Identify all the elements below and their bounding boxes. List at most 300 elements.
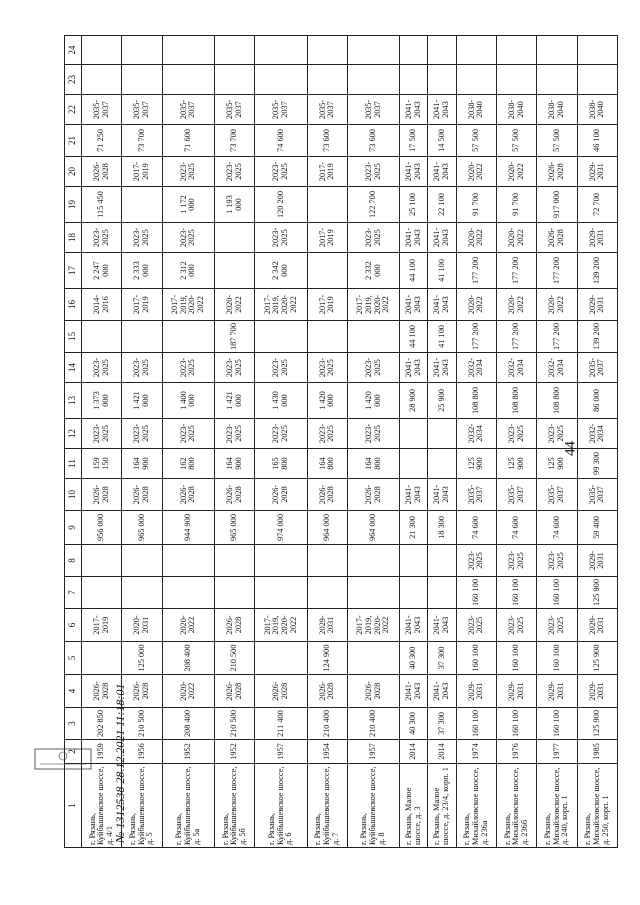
table-row [255, 36, 307, 848]
table-cell: 2023-2025 [307, 419, 347, 449]
table-cell: 974 000 [255, 511, 307, 545]
column-number-12: 12 [65, 419, 82, 449]
table-cell: 917 000 [537, 187, 577, 223]
table-cell: 125 900 [497, 449, 537, 479]
table-cell: 1 430 000 [255, 383, 307, 419]
table-cell [255, 36, 307, 65]
table-cell: 208 400 [162, 708, 214, 740]
table-cell: 2041-2043 [400, 609, 428, 642]
table-cell: 2023-2025 [122, 223, 162, 253]
table-cell: 2026-2028 [82, 675, 122, 708]
table-cell: 2035-2037 [347, 95, 399, 125]
table-cell [214, 223, 254, 253]
table-cell: 2023-2025 [214, 419, 254, 449]
table-cell: 73 600 [347, 125, 399, 157]
table-cell [347, 36, 399, 65]
table-cell: 2023-2025 [255, 419, 307, 449]
table-cell: 2020-2022 [456, 223, 496, 253]
table-cell: 2041-2043 [428, 289, 456, 321]
table-cell: 2041-2043 [428, 157, 456, 187]
address-cell: г. Рязань, Куйбышевское шоссе, д. 7 [307, 764, 347, 848]
table-cell: 160 100 [456, 708, 496, 740]
table-cell: 1974 [456, 740, 496, 764]
table-cell: 2023-2025 [456, 545, 496, 577]
table-cell: 956 000 [82, 511, 122, 545]
table-cell [307, 253, 347, 289]
table-cell: 2020-2022 [497, 157, 537, 187]
registration-seal [34, 748, 92, 770]
table-cell: 2038-2040 [537, 95, 577, 125]
table-cell [214, 65, 254, 95]
table-cell: 2029-2031 [456, 675, 496, 708]
column-number-18: 18 [65, 223, 82, 253]
table-cell: 125 900 [577, 642, 617, 675]
table-cell: 2041-2043 [400, 95, 428, 125]
table-cell: 2041-2043 [428, 223, 456, 253]
table-cell: 177 200 [537, 321, 577, 353]
table-cell: 108 800 [537, 383, 577, 419]
table-cell: 1952 [162, 740, 214, 764]
table-cell [255, 65, 307, 95]
table-cell: 2029-2031 [537, 675, 577, 708]
table-cell: 2014 [428, 740, 456, 764]
table-cell: 2023-2025 [497, 545, 537, 577]
table-cell: 25 100 [400, 187, 428, 223]
table-cell: 210 400 [307, 708, 347, 740]
table-cell: 2017-2019 [307, 289, 347, 321]
table-cell: 211 400 [255, 708, 307, 740]
table-cell: 115 450 [82, 187, 122, 223]
table-cell: 210 400 [347, 708, 399, 740]
table-cell [428, 36, 456, 65]
table-cell: 2026-2028 [214, 675, 254, 708]
table-cell: 2026-2028 [347, 675, 399, 708]
table-row [400, 36, 428, 848]
table-cell: 72 700 [577, 187, 617, 223]
table-cell: 2032-2034 [497, 353, 537, 383]
table-cell: 40 300 [400, 708, 428, 740]
table-cell: 25 900 [428, 383, 456, 419]
table-cell: 2023-2025 [347, 157, 399, 187]
table-cell [307, 321, 347, 353]
table-cell [347, 321, 399, 353]
table-cell [307, 577, 347, 609]
column-number-24: 24 [65, 36, 82, 65]
table-cell: 14 500 [428, 125, 456, 157]
table-cell: 2017-2019, 2020-2022 [162, 289, 214, 321]
table-cell: 74 600 [537, 511, 577, 545]
table-cell: 964 000 [347, 511, 399, 545]
table-cell: 2017-2019 [307, 223, 347, 253]
table-cell: 165 800 [255, 449, 307, 479]
address-cell: г. Рязань, Михайловское шоссе, д. 236а [456, 764, 496, 848]
table-cell: 2029-2031 [577, 609, 617, 642]
table-cell: 162 800 [162, 449, 214, 479]
table-cell: 2023-2025 [307, 353, 347, 383]
table-cell: 187 700 [214, 321, 254, 353]
table-cell: 2035-2037 [307, 95, 347, 125]
address-cell: г. Рязань, Куйбышевское шоссе, д. 4/1 [82, 764, 122, 848]
column-number-21: 21 [65, 125, 82, 157]
table-cell [122, 321, 162, 353]
column-number-7: 7 [65, 577, 82, 609]
column-number-20: 20 [65, 157, 82, 187]
table-cell: 2035-2037 [122, 95, 162, 125]
table-cell: 2035-2037 [255, 95, 307, 125]
table-cell: 2020-2022 [162, 609, 214, 642]
table-cell: 2023-2025 [82, 353, 122, 383]
table-cell: 1956 [122, 740, 162, 764]
table-cell: 2029-2031 [577, 675, 617, 708]
table-cell [122, 187, 162, 223]
table-cell: 2035-2037 [537, 479, 577, 511]
table-cell: 177 200 [537, 253, 577, 289]
table-cell [255, 642, 307, 675]
table-cell: 964 000 [307, 511, 347, 545]
table-cell: 160 100 [537, 642, 577, 675]
column-number-15: 15 [65, 321, 82, 353]
table-cell: 160 100 [497, 577, 537, 609]
table-cell: 18 300 [428, 511, 456, 545]
table-cell: 2023-2025 [214, 353, 254, 383]
address-cell: г. Рязань, Куйбышевское шоссе, д. 5б [214, 764, 254, 848]
table-cell: 2026-2028 [537, 223, 577, 253]
table-cell: 1976 [497, 740, 537, 764]
table-cell [400, 545, 428, 577]
table-cell: 2032-2034 [456, 353, 496, 383]
table-cell: 2020-2022 [497, 289, 537, 321]
table-cell: 2041-2043 [400, 289, 428, 321]
table-cell: 2023-2025 [497, 419, 537, 449]
table-cell [214, 36, 254, 65]
table-cell: 965 000 [214, 511, 254, 545]
table-cell [214, 545, 254, 577]
table-cell: 2041-2043 [400, 353, 428, 383]
table-cell: 2035-2037 [577, 353, 617, 383]
table-cell: 1 172 000 [162, 187, 214, 223]
table-cell: 2017-2019 [122, 157, 162, 187]
table-row [577, 36, 617, 848]
table-cell: 1977 [537, 740, 577, 764]
table-cell: 57 500 [456, 125, 496, 157]
table-cell: 73 600 [307, 125, 347, 157]
table-cell: 2026-2028 [214, 609, 254, 642]
column-number-22: 22 [65, 95, 82, 125]
column-number-2: 2 [65, 740, 82, 764]
table-cell: 159 150 [82, 449, 122, 479]
table-cell: 2023-2025 [537, 609, 577, 642]
table-cell: 1 400 000 [162, 383, 214, 419]
table-cell [82, 545, 122, 577]
table-cell: 125 900 [537, 449, 577, 479]
table-cell [82, 642, 122, 675]
table-cell: 1952 [214, 740, 254, 764]
table-cell: 1 373 000 [82, 383, 122, 419]
table-cell: 59 400 [577, 511, 617, 545]
table-cell: 2023-2025 [255, 353, 307, 383]
table-cell: 210 500 [214, 708, 254, 740]
address-cell: г. Рязань, Михайловское шоссе, д. 250, корп. 1 [577, 764, 617, 848]
table-cell: 122 700 [347, 187, 399, 223]
table-cell: 2017-2019, 2020-2022 [347, 289, 399, 321]
table-cell: 2020-2022 [456, 289, 496, 321]
table-cell: 210 500 [214, 642, 254, 675]
table-cell: 160 100 [456, 577, 496, 609]
column-number-8: 8 [65, 545, 82, 577]
address-cell: г. Рязань, Малое шоссе, д. 23/4, корп. 1 [428, 764, 456, 848]
page-number: 44 [562, 441, 579, 456]
table-cell: 41 100 [428, 253, 456, 289]
column-number-9: 9 [65, 511, 82, 545]
table-cell [347, 642, 399, 675]
table-cell: 2017-2019, 2020-2022 [255, 609, 307, 642]
table-cell: 2032-2034 [537, 353, 577, 383]
table-cell: 208 400 [162, 642, 214, 675]
table-cell: 139 200 [577, 253, 617, 289]
table-cell: 2023-2025 [162, 157, 214, 187]
table-cell [428, 449, 456, 479]
table-cell: 2023-2025 [122, 353, 162, 383]
table-cell [577, 36, 617, 65]
table-cell: 2023-2025 [122, 419, 162, 449]
table-cell: 2023-2025 [347, 419, 399, 449]
table-cell [162, 36, 214, 65]
table-cell: 965 000 [122, 511, 162, 545]
table-cell: 177 200 [456, 253, 496, 289]
table-cell [82, 65, 122, 95]
table-cell: 41 100 [428, 321, 456, 353]
table-cell: 2017-2019 [122, 289, 162, 321]
table-cell: 2026-2028 [307, 479, 347, 511]
table-cell [122, 577, 162, 609]
column-number-10: 10 [65, 479, 82, 511]
table-cell [162, 321, 214, 353]
table-cell: 2035-2037 [82, 95, 122, 125]
table-cell: 160 100 [497, 642, 537, 675]
table-cell: 57 500 [497, 125, 537, 157]
table-cell: 2029-2031 [577, 545, 617, 577]
table-cell: 1954 [307, 740, 347, 764]
table-cell: 2041-2043 [428, 609, 456, 642]
table-cell: 125 900 [456, 449, 496, 479]
table-cell: 37 300 [428, 708, 456, 740]
table-cell: 2023-2025 [162, 419, 214, 449]
address-cell: г. Рязань, Куйбышевское шоссе, д. 5а [162, 764, 214, 848]
table-cell: 2041-2043 [428, 95, 456, 125]
table-cell [162, 577, 214, 609]
table-cell: 2035-2037 [162, 95, 214, 125]
table-cell: 164 900 [122, 449, 162, 479]
table-cell [82, 577, 122, 609]
table-cell [497, 36, 537, 65]
table-cell: 2023-2025 [162, 353, 214, 383]
table-cell: 2017-2019, 2020-2022 [255, 289, 307, 321]
table-cell: 160 100 [456, 642, 496, 675]
table-cell [307, 65, 347, 95]
column-number-17: 17 [65, 253, 82, 289]
table-cell: 2041-2043 [400, 157, 428, 187]
column-number-16: 16 [65, 289, 82, 321]
table-cell: 37 300 [428, 642, 456, 675]
table-cell: 1957 [255, 740, 307, 764]
address-cell: г. Рязань, Малое шоссе, д. 3 [400, 764, 428, 848]
table-cell: 2014-2016 [82, 289, 122, 321]
table-cell: 2020-2022 [456, 157, 496, 187]
table-cell: 2035-2037 [214, 95, 254, 125]
table-cell: 2038-2040 [497, 95, 537, 125]
table-cell: 2038-2040 [456, 95, 496, 125]
table-cell [456, 65, 496, 95]
table-cell: 21 300 [400, 511, 428, 545]
table-cell [400, 577, 428, 609]
table-cell [255, 577, 307, 609]
table-cell: 2026-2028 [122, 675, 162, 708]
table-cell: 2023-2025 [82, 223, 122, 253]
table-cell: 202 850 [82, 708, 122, 740]
table-cell: 2 247 000 [82, 253, 122, 289]
table-cell [162, 65, 214, 95]
table-cell: 2020-2022 [162, 675, 214, 708]
table-cell: 22 100 [428, 187, 456, 223]
column-number-row [65, 36, 82, 848]
table-cell: 124 900 [307, 642, 347, 675]
table-cell: 108 800 [497, 383, 537, 419]
table-cell: 2026-2028 [255, 479, 307, 511]
table-cell: 73 700 [122, 125, 162, 157]
column-number-3: 3 [65, 708, 82, 740]
table-cell: 1957 [347, 740, 399, 764]
table-cell: 1 421 000 [214, 383, 254, 419]
table-cell: 210 500 [122, 708, 162, 740]
table-cell: 125 900 [577, 708, 617, 740]
table-row [162, 36, 214, 848]
table-cell: 71 250 [82, 125, 122, 157]
column-number-1: 1 [65, 764, 82, 848]
address-cell: г. Рязань, Куйбышевское шоссе, д. 6 [255, 764, 307, 848]
table-cell [428, 419, 456, 449]
table-cell: 2035-2037 [577, 479, 617, 511]
column-number-19: 19 [65, 187, 82, 223]
table-cell: 2023-2025 [537, 419, 577, 449]
table-cell: 108 800 [456, 383, 496, 419]
column-number-11: 11 [65, 449, 82, 479]
table-row [307, 36, 347, 848]
table-cell: 139 200 [577, 321, 617, 353]
table-cell: 164 900 [214, 449, 254, 479]
table-cell [497, 65, 537, 95]
table-cell: 28 900 [400, 383, 428, 419]
table-cell: 125 900 [577, 577, 617, 609]
table-cell: 2026-2028 [347, 479, 399, 511]
table-cell: 177 200 [497, 321, 537, 353]
table-cell: 2 332 000 [347, 253, 399, 289]
table-cell: 2 312 000 [162, 253, 214, 289]
table-cell: 74 600 [255, 125, 307, 157]
column-number-23: 23 [65, 65, 82, 95]
table-cell [307, 545, 347, 577]
table-cell [400, 419, 428, 449]
table-cell: 2 342 000 [255, 253, 307, 289]
table-cell: 44 100 [400, 253, 428, 289]
table-cell [537, 65, 577, 95]
table-cell: 91 700 [456, 187, 496, 223]
table-cell: 57 500 [537, 125, 577, 157]
column-number-4: 4 [65, 675, 82, 708]
table-cell: 2041-2043 [400, 675, 428, 708]
table-cell: 2023-2025 [347, 353, 399, 383]
table-cell [307, 36, 347, 65]
table-cell: 2020-2022 [214, 289, 254, 321]
table-cell [428, 65, 456, 95]
address-cell: г. Рязань, Михайловское шоссе, д. 240, корп. 1 [537, 764, 577, 848]
table-cell: 2041-2043 [428, 353, 456, 383]
table-cell: 160 100 [537, 577, 577, 609]
table-cell: 2026-2028 [82, 479, 122, 511]
table-cell: 2041-2043 [400, 479, 428, 511]
address-cell: г. Рязань, Куйбышевское шоссе, д. 5 [122, 764, 162, 848]
table-cell [122, 65, 162, 95]
registration-stamp: № 1312538 28.12.2021 11:18:01 [113, 683, 127, 843]
table-cell: 177 200 [456, 321, 496, 353]
table-cell [122, 36, 162, 65]
table-cell: 86 000 [577, 383, 617, 419]
address-cell: г. Рязань, Михайловское шоссе, д. 236б [497, 764, 537, 848]
table-cell: 1 420 000 [307, 383, 347, 419]
table-cell: 2041-2043 [428, 675, 456, 708]
table-cell [214, 577, 254, 609]
table-cell: 2026-2028 [162, 479, 214, 511]
table-cell [428, 545, 456, 577]
table-cell: 2038-2040 [577, 95, 617, 125]
table-cell: 2023-2025 [255, 223, 307, 253]
table-cell [347, 65, 399, 95]
table-cell [82, 321, 122, 353]
table-row [214, 36, 254, 848]
table-row [497, 36, 537, 848]
table-cell: 17 500 [400, 125, 428, 157]
table-cell: 2017-2019 [307, 157, 347, 187]
table-cell: 2026-2028 [82, 157, 122, 187]
table-cell: 2032-2034 [456, 419, 496, 449]
table-cell [214, 253, 254, 289]
table-cell: 1 193 000 [214, 187, 254, 223]
table-cell: 2023-2025 [162, 223, 214, 253]
table-cell [400, 65, 428, 95]
table-cell: 177 200 [497, 253, 537, 289]
table-cell [577, 65, 617, 95]
table-cell: 2023-2025 [347, 223, 399, 253]
table-cell [400, 449, 428, 479]
table-cell: 160 100 [497, 708, 537, 740]
table-cell [347, 545, 399, 577]
capital-repair-schedule-table [64, 35, 618, 848]
table-cell: 2020-2031 [122, 609, 162, 642]
table-cell [122, 545, 162, 577]
address-cell: г. Рязань, Куйбышевское шоссе, д. 8 [347, 764, 399, 848]
table-cell: 2026-2028 [122, 479, 162, 511]
table-cell: 2029-2031 [497, 675, 537, 708]
table-cell: 2026-2028 [307, 675, 347, 708]
table-cell: 2017-2019 [82, 609, 122, 642]
table-cell [456, 36, 496, 65]
table-cell: 2023-2025 [255, 157, 307, 187]
column-number-13: 13 [65, 383, 82, 419]
table-cell: 2020-2022 [497, 223, 537, 253]
table-cell: 2026-2028 [537, 157, 577, 187]
table-cell: 2026-2028 [255, 675, 307, 708]
table-cell: 2029-2031 [577, 289, 617, 321]
table-cell: 2026-2028 [214, 479, 254, 511]
